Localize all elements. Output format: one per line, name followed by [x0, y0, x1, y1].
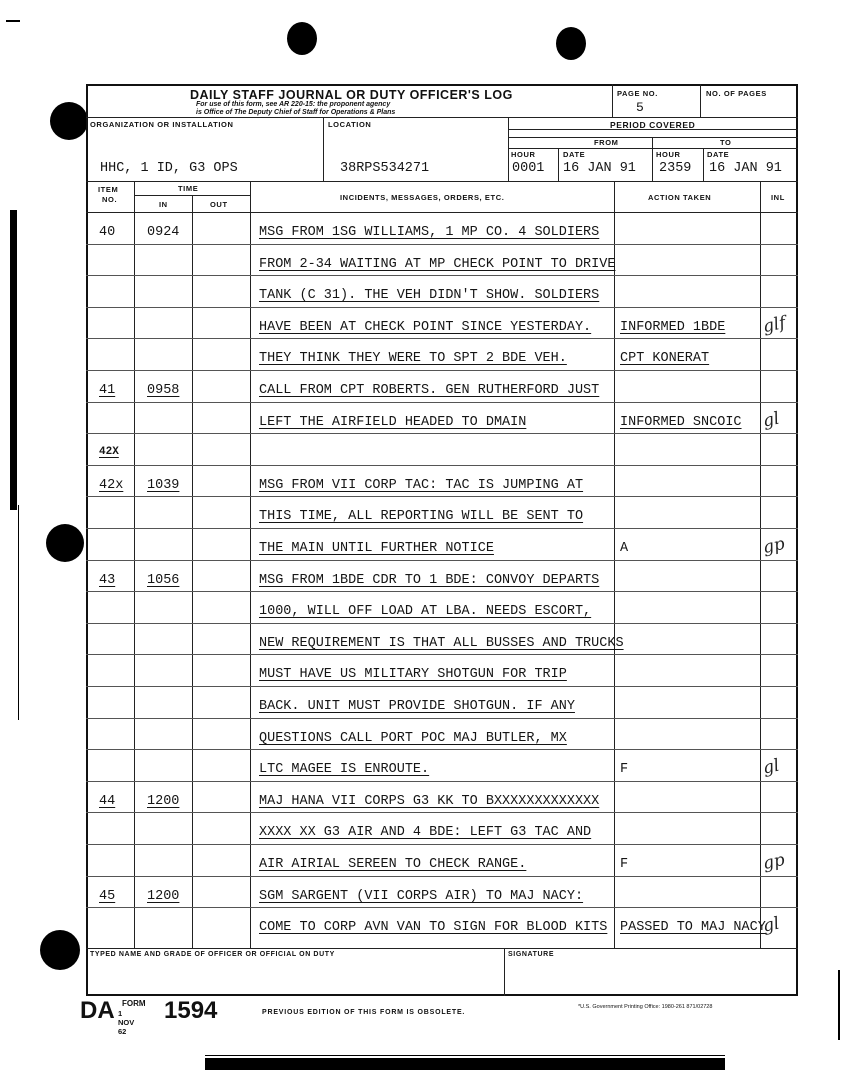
row-action: PASSED TO MAJ NACY	[620, 920, 766, 935]
form-label: FORM	[122, 999, 146, 1008]
edge-line-right	[838, 970, 840, 1040]
row-incident-text: MSG FROM 1BDE CDR TO 1 BDE: CONVOY DEPARTS	[259, 573, 600, 588]
row-incident-text: CALL FROM CPT ROBERTS. GEN RUTHERFORD JUST	[259, 383, 600, 398]
to-date-label: DATE	[707, 150, 730, 159]
row-time-in: 1039	[147, 478, 180, 493]
row-incident-text: THEY THINK THEY WERE TO SPT 2 BDE VEH.	[259, 351, 567, 366]
from-hour-value: 0001	[512, 161, 545, 176]
row-action: F	[620, 857, 629, 872]
row-rule	[86, 528, 798, 529]
form-subtitle-2: is Office of The Deputy Chief of Staff for Operations & Plans	[196, 109, 396, 116]
row-incident-text: BACK. UNIT MUST PROVIDE SHOTGUN. IF ANY	[259, 699, 575, 714]
row-incident-text: NEW REQUIREMENT IS THAT ALL BUSSES AND TRUCKS	[259, 636, 624, 651]
row-time-in: 0924	[147, 225, 180, 240]
row-initials: gl	[761, 755, 782, 779]
row-time-in: 1056	[147, 573, 180, 588]
to-hour-value: 2359	[659, 161, 692, 176]
form-number-prefix: DA	[80, 997, 115, 1024]
row-action: F	[620, 762, 629, 777]
time-label: TIME	[178, 184, 199, 193]
bottom-scan-line	[205, 1055, 725, 1056]
punch-hole-left-1	[50, 102, 88, 140]
from-date-value: 16 JAN 91	[563, 161, 636, 176]
row-initials: gp	[761, 849, 787, 875]
row-rule	[86, 686, 798, 687]
row-item-no: 43	[99, 573, 116, 588]
location-value: 38RPS534271	[340, 161, 430, 176]
item-no-label-2: NO.	[102, 195, 118, 204]
row-rule	[86, 560, 798, 561]
gpo-note: *U.S. Government Printing Office: 1980-261 871/02728	[578, 1004, 713, 1010]
row-time-in: 1200	[147, 889, 180, 904]
row-rule	[86, 496, 798, 497]
row-item-no: 42x	[99, 478, 124, 493]
row-incident-text: 1000, WILL OFF LOAD AT LBA. NEEDS ESCORT,	[259, 604, 592, 619]
row-initials: gl	[761, 913, 782, 937]
row-item-no: 45	[99, 889, 116, 904]
edge-bar-left	[10, 210, 17, 510]
form-title: DAILY STAFF JOURNAL OR DUTY OFFICER'S LOG	[190, 88, 513, 102]
row-rule	[86, 465, 798, 466]
row-rule	[86, 338, 798, 339]
punch-hole-left-2	[46, 524, 84, 562]
row-rule	[86, 812, 798, 813]
row-incident-text: FROM 2-34 WAITING AT MP CHECK POINT TO DRIVE	[259, 257, 616, 272]
row-rule	[86, 591, 798, 592]
from-hour-label: HOUR	[511, 150, 536, 159]
row-item-no: 41	[99, 383, 116, 398]
row-incident-text: LTC MAGEE IS ENROUTE.	[259, 762, 430, 777]
time-out-label: OUT	[210, 200, 228, 209]
item-no-label: ITEM	[98, 185, 119, 194]
row-rule	[86, 433, 798, 434]
row-rule	[86, 370, 798, 371]
row-initials: glf	[761, 312, 788, 338]
punch-hole-top-2	[556, 27, 586, 60]
inl-label: INL	[771, 193, 785, 202]
action-taken-label: ACTION TAKEN	[648, 193, 712, 202]
form-subtitle-1: For use of this form, see AR 220-15: the proponent agency	[196, 101, 391, 108]
row-incident-text: XXXX XX G3 AIR AND 4 BDE: LEFT G3 TAC AND	[259, 825, 592, 840]
incidents-label: INCIDENTS, MESSAGES, ORDERS, ETC.	[340, 193, 505, 202]
to-date-value: 16 JAN 91	[709, 161, 782, 176]
row-rule	[86, 876, 798, 877]
row-rule	[86, 907, 798, 908]
row-time-in: 1200	[147, 794, 180, 809]
row-time-in: 0958	[147, 383, 180, 398]
row-rule	[86, 623, 798, 624]
page-no-label: PAGE NO.	[617, 89, 658, 98]
row-incident-text: COME TO CORP AVN VAN TO SIGN FOR BLOOD KITS	[259, 920, 608, 935]
row-incident-text: THIS TIME, ALL REPORTING WILL BE SENT TO	[259, 509, 584, 524]
row-rule	[86, 781, 798, 782]
row-rule	[86, 244, 798, 245]
row-incident-text: HAVE BEEN AT CHECK POINT SINCE YESTERDAY.	[259, 320, 592, 335]
row-rule	[86, 307, 798, 308]
row-item-no: 40	[99, 225, 116, 240]
row-incident-text: MUST HAVE US MILITARY SHOTGUN FOR TRIP	[259, 667, 567, 682]
row-item-no: 44	[99, 794, 116, 809]
form-date: 1 NOV 62	[118, 1009, 135, 1036]
row-incident-text: MSG FROM 1SG WILLIAMS, 1 MP CO. 4 SOLDIERS	[259, 225, 600, 240]
row-rule	[86, 402, 798, 403]
row-incident-text: MAJ HANA VII CORPS G3 KK TO BXXXXXXXXXXXXX	[259, 794, 600, 809]
no-of-pages-label: NO. OF PAGES	[706, 89, 767, 98]
row-rule	[86, 654, 798, 655]
page-no-value: 5	[636, 100, 644, 115]
typed-name-label: TYPED NAME AND GRADE OF OFFICER OR OFFICIAL ON DUTY	[90, 951, 335, 958]
previous-edition-note: PREVIOUS EDITION OF THIS FORM IS OBSOLETE.	[262, 1009, 466, 1016]
punch-hole-left-3	[40, 930, 80, 970]
row-item-no: 42X	[99, 446, 119, 458]
location-label: LOCATION	[328, 120, 372, 129]
org-value: HHC, 1 ID, G3 OPS	[100, 161, 238, 176]
from-label: FROM	[594, 138, 619, 147]
from-date-label: DATE	[563, 150, 586, 159]
row-incident-text: THE MAIN UNTIL FURTHER NOTICE	[259, 541, 494, 556]
bottom-scan-bar	[205, 1058, 725, 1070]
row-incident-text: SGM SARGENT (VII CORPS AIR) TO MAJ NACY:	[259, 889, 584, 904]
row-incident-text: AIR AIRIAL SEREEN TO CHECK RANGE.	[259, 857, 527, 872]
to-hour-label: HOUR	[656, 150, 681, 159]
row-rule	[86, 749, 798, 750]
time-in-label: IN	[159, 200, 168, 209]
edge-line-left	[18, 505, 19, 720]
row-incident-text: LEFT THE AIRFIELD HEADED TO DMAIN	[259, 415, 527, 430]
row-rule	[86, 275, 798, 276]
row-initials: gp	[761, 533, 787, 559]
edge-mark-top-left	[6, 20, 20, 22]
org-label: ORGANIZATION OR INSTALLATION	[90, 120, 234, 129]
row-action: CPT KONERAT	[620, 351, 710, 366]
signature-label: SIGNATURE	[508, 951, 555, 958]
row-incident-text: QUESTIONS CALL PORT POC MAJ BUTLER, MX	[259, 731, 567, 746]
to-label: TO	[720, 138, 732, 147]
row-action: A	[620, 541, 629, 556]
row-initials: gl	[761, 408, 782, 432]
row-incident-text: MSG FROM VII CORP TAC: TAC IS JUMPING AT	[259, 478, 584, 493]
row-rule	[86, 718, 798, 719]
form-number: 1594	[164, 997, 218, 1024]
period-covered-label: PERIOD COVERED	[610, 120, 696, 130]
row-action: INFORMED SNCOIC	[620, 415, 742, 430]
row-action: INFORMED 1BDE	[620, 320, 726, 335]
row-rule	[86, 844, 798, 845]
punch-hole-top-1	[287, 22, 317, 55]
row-incident-text: TANK (C 31). THE VEH DIDN'T SHOW. SOLDIERS	[259, 288, 600, 303]
